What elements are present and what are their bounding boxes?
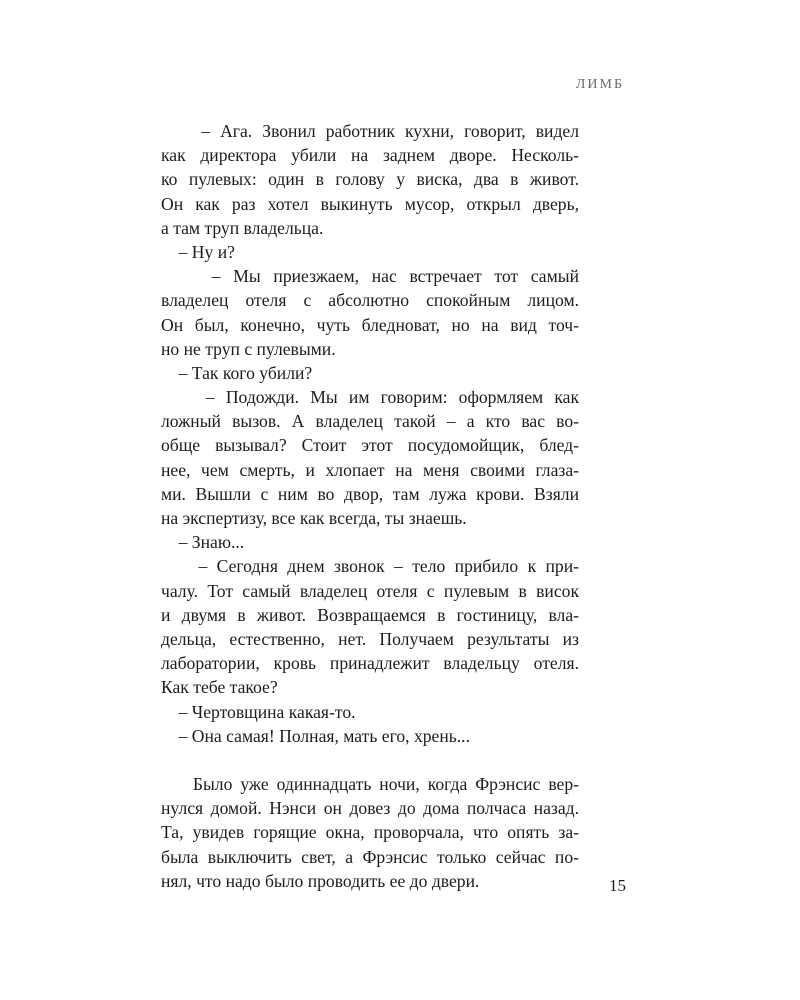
text-line: ко пулевых: один в голову у виска, два в живот. [161,169,579,190]
text-line: лаборатории, кровь принадлежит владельцу отеля. [161,653,579,674]
text-line: была выключить свет, а Фрэнсис только сейчас по- [161,846,579,867]
text-line: Он как раз хотел выкинуть мусор, открыл дверь, [161,193,579,214]
text-line: – Так кого убили? [161,362,313,383]
paragraph [161,530,579,554]
body-text [161,119,579,893]
paragraph [161,700,579,724]
text-line: – Подожди. Мы им говорим: оформляем как [161,387,579,408]
text-line: нее, чем смерть, и хлопает на меня своими глаза- [161,459,579,480]
text-line: Как тебе такое? [161,677,278,698]
text-line: нулся домой. Нэнси он довез до дома полчаса назад. [161,798,579,819]
text-line: Он был, конечно, чуть бледноват, но на вид точ- [161,314,579,335]
paragraph [161,724,579,748]
text-line: как директора убили на заднем дворе. Несколь- [161,145,579,166]
text-line: – Она самая! Полная, мать его, хрень... [161,725,470,746]
text-line: ми. Вышли с ним во двор, там лужа крови. Взяли [161,483,579,504]
text-line: Та, увидев горящие окна, проворчала, что опять за- [161,822,579,843]
text-line: – Ага. Звонил работник кухни, говорит, видел [161,121,579,141]
paragraph [161,119,579,240]
paragraph-gap [161,748,579,772]
text-line: но не труп с пулевыми. [161,338,336,359]
text-line: и двумя в живот. Возвращаемся в гостиницу, вла- [161,604,579,625]
text-line: обще вызывал? Стоит этот посудомойщик, блед- [161,435,579,456]
text-line: – Сегодня днем звонок – тело прибило к при- [161,556,579,577]
text-line: чалу. Тот самый владелец отеля с пулевым в висок [161,580,579,601]
text-line: а там труп владельца. [161,217,324,238]
paragraph [161,385,579,530]
paragraph [161,240,579,264]
paragraph [161,264,579,361]
text-line: – Ну и? [161,241,235,262]
text-line: нял, что надо было проводить ее до двери. [161,870,480,891]
text-line: – Чертовщина какая-то. [161,701,356,722]
text-line: на экспертизу, все как всегда, ты знаешь. [161,508,467,528]
text-line: – Знаю... [161,532,245,553]
text-line: Было уже одиннадцать ночи, когда Фрэнсис вер- [161,774,579,795]
text-line: – Мы приезжаем, нас встречает тот самый [161,266,579,287]
page-number: 15 [609,876,626,895]
text-line: владелец отеля с абсолютно спокойным лицом. [161,290,579,311]
running-head: ЛИМБ [575,77,624,92]
text-line: дельца, естественно, нет. Получаем результаты из [161,628,579,649]
paragraph [161,554,579,699]
paragraph [161,361,579,385]
paragraph [161,772,579,893]
text-line: ложный вызов. А владелец такой – а кто вас во- [161,411,579,432]
